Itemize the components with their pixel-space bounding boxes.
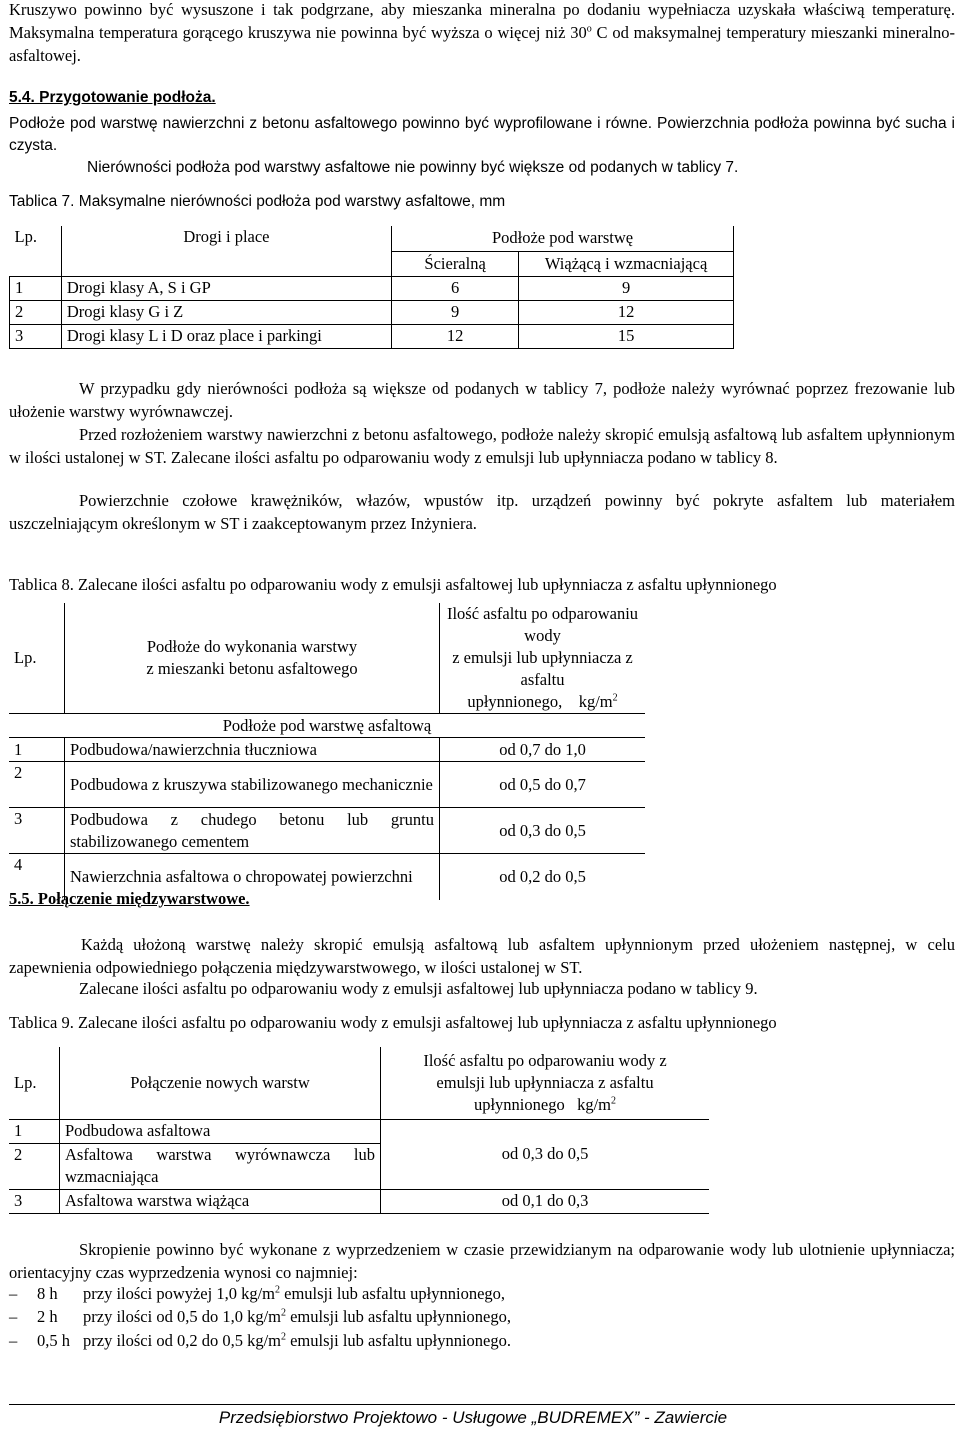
- table8: [9, 603, 645, 900]
- table9-caption: Tablica 9. Zalecane ilości asfaltu po odparowaniu wody z emulsji asfaltowej lub upłynniacza z asfaltu upłynnionego: [9, 1013, 777, 1032]
- table-row: 1 Drogi klasy A, S i GP 6 9: [10, 276, 734, 300]
- section-5-4-paragraph-2: Nierówności podłoża pod warstwy asfaltowe nie powinny być większe od podanych w tablicy 7.: [87, 159, 739, 176]
- table8-group-row: Podłoże pod warstwę asfaltową: [9, 714, 645, 738]
- table7-caption: Tablica 7. Maksymalne nierówności podłoża pod warstwy asfaltowe, mm: [9, 193, 506, 210]
- table-row: 2 Asfaltowa warstwa wyrównawcza lub wzmacniająca: [9, 1143, 709, 1189]
- table8-caption: Tablica 8. Zalecane ilości asfaltu po odparowaniu wody z emulsji asfaltowej lub upłynniacza z asfaltu upłynnionego: [9, 575, 777, 594]
- table-row: 2 Podbudowa z kruszywa stabilizowanego mechanicznie od 0,5 do 0,7: [9, 762, 645, 808]
- spraying-paragraph: Skropienie powinno być wykonane z wyprzedzeniem w czasie przewidzianym na odparowanie wody lub ulotnienie upłynniacza; orientacyjny czas wyprzedzenia wynosi co najmniej:: [9, 1240, 955, 1282]
- table7-head-lp: Lp.: [10, 226, 62, 276]
- table9: [9, 1047, 709, 1214]
- section-5-4-heading: 5.4. Przygotowanie podłoża.: [9, 89, 216, 106]
- intro-paragraph: [9, 0, 955, 67]
- table9-head-conn: Połączenie nowych warstw: [60, 1047, 381, 1119]
- after7-paragraph-2: Przed rozłożeniem warstwy nawierzchni z betonu asfaltowego, podłoże należy skropić emulsją asfaltową lub asfaltem upłynnionym w ilości ustalonej w ST. Zalecane ilości asfaltu po odparowaniu wody z emulsji lub upłynniacza podano w tablicy 8.: [9, 425, 955, 467]
- after7-paragraph-3: Powierzchnie czołowe krawężników, włazów, wpustów itp. urządzeń powinny być pokryte asfaltem lub materiałem uszczelniającym określonym w ST i zaakceptowanym przez Inżyniera.: [9, 491, 955, 533]
- table-row: 4 Nawierzchnia asfaltowa o chropowatej powierzchni od 0,2 do 0,5: [9, 854, 645, 900]
- table-row: 3 Asfaltowa warstwa wiążąca od 0,1 do 0,3: [9, 1189, 709, 1213]
- list-item: – 2 h przy ilości od 0,5 do 1,0 $kg/m^2$ emulsji lub asfaltu upłynnionego,: [9, 1307, 511, 1326]
- table8-head-base: Podłoże do wykonania warstwy z mieszanki betonu asfaltowego: [65, 603, 440, 714]
- table9-value-rows-1-2: od 0,3 do 0,5: [381, 1119, 710, 1189]
- table-row: 1 Podbudowa/nawierzchnia tłuczniowa od 0,7 do 1,0: [9, 738, 645, 762]
- list-item: – 0,5 h przy ilości od 0,2 do 0,5 $kg/m^2$ emulsji lub asfaltu upłynnionego.: [9, 1331, 511, 1350]
- list-item: – 8 h przy ilości powyżej 1,0 $kg/m^2$ emulsji lub asfaltu upłynnionego,: [9, 1284, 506, 1303]
- intro-text: Kruszywo powinno być wysuszone i tak podgrzane, aby mieszanka mineralna po dodaniu wypełniacza uzyskała właściwą temperaturę. Maksymalna temperatura gorącego kruszywa nie powinna być wyższa o więcej niż 30$^o$ C od maksymalnej temperatury mieszanki mineralno-asfaltowej.: [9, 0, 955, 65]
- table7-head-base: Podłoże pod warstwę: [392, 226, 734, 251]
- table-row: 2 Drogi klasy G i Z 9 12: [10, 300, 734, 324]
- table-row: 3 Drogi klasy L i D oraz place i parkingi 12 15: [10, 324, 734, 348]
- table7: [9, 226, 734, 349]
- table7-head-roads: Drogi i place: [61, 226, 391, 276]
- after7-paragraph-1: W przypadku gdy nierówności podłoża są większe od podanych w tablicy 7, podłoże należy wyrównać poprzez frezowanie lub ułożenie warstwy wyrównawczej.: [9, 379, 955, 421]
- table9-head-amount: Ilość asfaltu po odparowaniu wody z emulsji lub upłynniacza z asfaltu upłynnionego $kg/m^2$: [381, 1047, 710, 1119]
- footer-text: Przedsiębiorstwo Projektowo - Usługowe „BUDREMEX” - Zawiercie: [218, 1408, 728, 1427]
- section-5-5-paragraph-2: Zalecane ilości asfaltu po odparowaniu wody z emulsji asfaltowej lub upłynniacza podano w tablicy 9.: [79, 979, 758, 998]
- table8-head-lp: Lp.: [9, 603, 65, 714]
- table7-head-wear: Ścieralną: [392, 251, 519, 276]
- section-5-5-heading: 5.5. Połączenie międzywarstwowe.: [9, 889, 250, 908]
- table9-head-lp: Lp.: [9, 1047, 60, 1119]
- table8-head-amount: Ilość asfaltu po odparowaniu wody z emulsji lub upłynniacza z asfaltu upłynnionego, $kg/m^2$: [440, 603, 646, 714]
- table-row: 3 Podbudowa z chudego betonu lub gruntu stabilizowanego cementem od 0,3 do 0,5: [9, 808, 645, 854]
- table-row: 1 Podbudowa asfaltowa od 0,3 do 0,5: [9, 1119, 709, 1143]
- footer-rule: [9, 1404, 955, 1405]
- section-5-4-paragraph-1: Podłoże pod warstwę nawierzchni z betonu asfaltowego powinno być wyprofilowane i równe. Powierzchnia podłoża powinna być sucha i czysta.: [9, 115, 955, 154]
- section-5-5-paragraph-1: Każdą ułożoną warstwę należy skropić emulsją asfaltową lub asfaltem upłynnionym przed ułożeniem następnej, w celu zapewnienia odpowiedniego połączenia międzywarstwowego, w ilości ustalonej w ST.: [9, 935, 955, 977]
- table7-head-bind: Wiążącą i wzmacniającą: [519, 251, 734, 276]
